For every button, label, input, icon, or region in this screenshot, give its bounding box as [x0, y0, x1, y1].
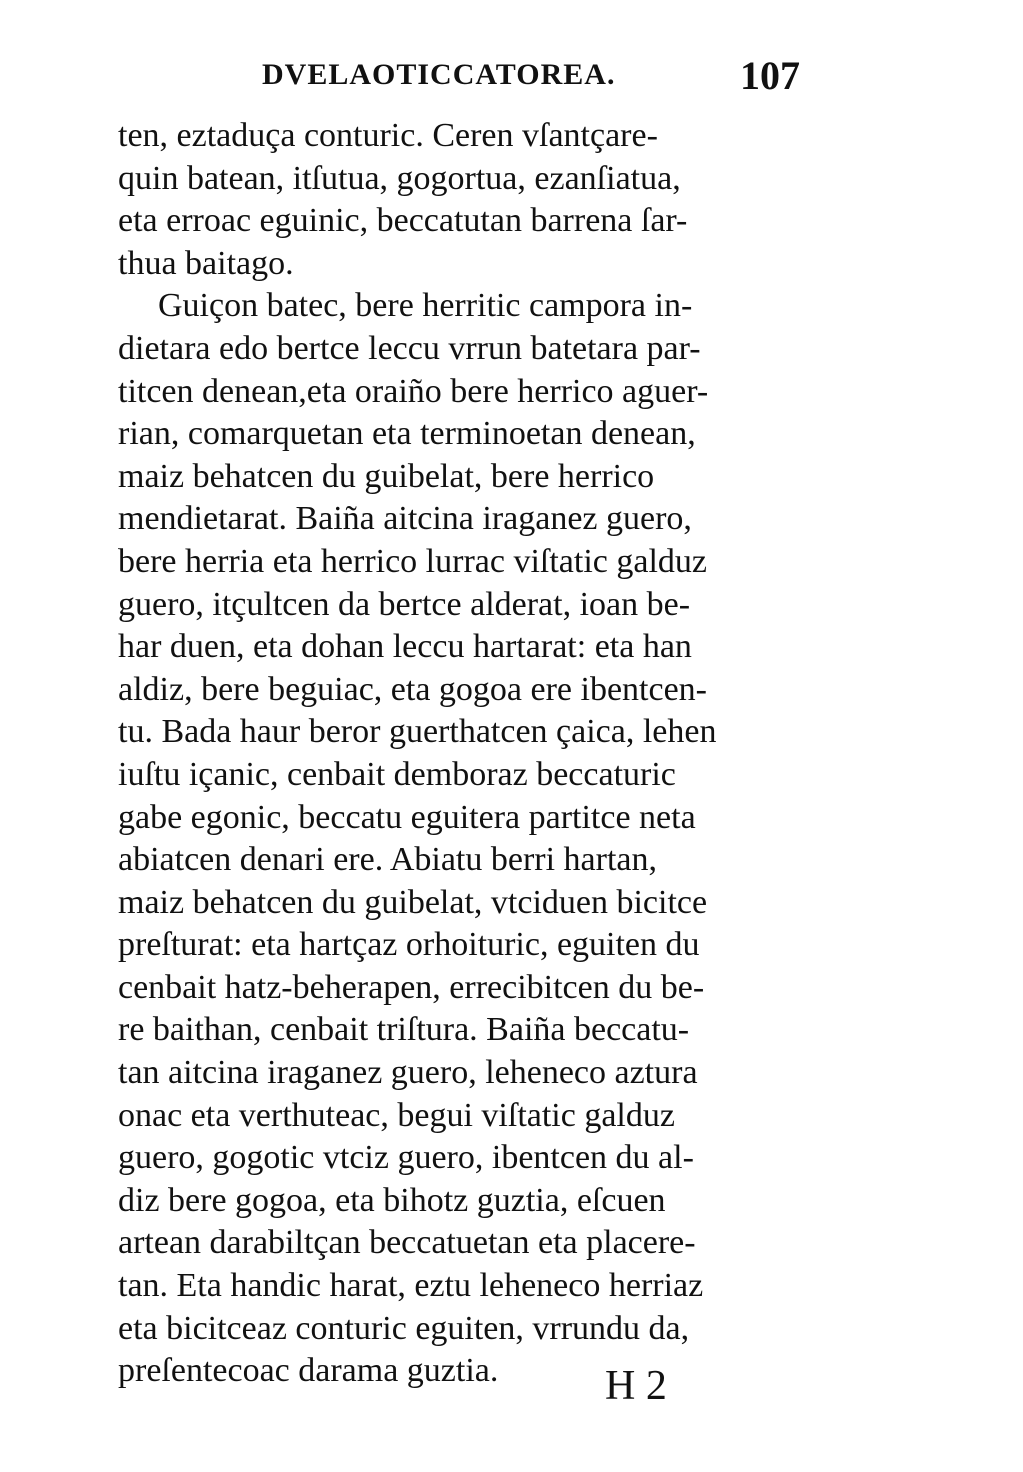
text-line: abiatcen denari ere. Abiatu berri hartan,: [118, 841, 658, 879]
text-line: aldiz, bere beguiac, eta gogoa ere ibentcen-: [118, 670, 708, 708]
text-line: onac eta verthuteac, begui viſtatic galduz: [118, 1096, 675, 1134]
paragraph-first-line: Guiçon batec, bere herritic campora in-: [158, 287, 693, 325]
text-line: diz bere gogoa, eta bihotz guztia, eſcuen: [118, 1181, 666, 1219]
running-title: DVELAOTICCATOREA.: [262, 58, 616, 91]
text-line: gabe egonic, beccatu eguitera partitce neta: [118, 798, 696, 836]
text-line: thua baitago.: [118, 244, 294, 282]
text-line: har duen, eta dohan leccu hartarat: eta han: [118, 628, 692, 666]
text-line: preſentecoac darama guztia.: [118, 1352, 499, 1390]
text-line: re baithan, cenbait triſtura. Baiña beccatu-: [118, 1011, 690, 1049]
text-line: eta erroac eguinic, beccatutan barrena ſar-: [118, 202, 688, 240]
signature-mark: H 2: [605, 1363, 667, 1409]
text-line: artean darabiltçan beccatuetan eta placere-: [118, 1224, 696, 1262]
text-line: tu. Bada haur beror guerthatcen çaica, lehen: [118, 713, 717, 751]
text-line: cenbait hatz-beherapen, errecibitcen du be-: [118, 968, 705, 1006]
text-line: maiz behatcen du guibelat, vtciduen bicitce: [118, 883, 708, 921]
text-line: iuſtu içanic, cenbait demboraz beccaturic: [118, 755, 676, 793]
text-line: tan aitcina iraganez guero, leheneco azturа: [118, 1054, 698, 1092]
page-number: 107: [740, 53, 800, 98]
text-line: tan. Eta handic harat, eztu leheneco herriaz: [118, 1267, 704, 1305]
text-line: rian, comarquetan eta terminoetan denean,: [118, 415, 696, 453]
text-line: maiz behatcen du guibelat, bere herrico: [118, 457, 655, 495]
text-line: dietara edo bertce leccu vrrun batetara par-: [118, 329, 701, 367]
running-head: [262, 52, 822, 102]
text-line: eta bicitceaz conturic eguiten, vrrundu da,: [118, 1309, 690, 1347]
text-line: bere herria eta herrico lurrac viſtatic galduz: [118, 542, 707, 580]
text-line: titcen denean,eta oraiño bere herrico aguer-: [118, 372, 709, 410]
text-line: guero, gogotic vtciz guero, ibentcen du al-: [118, 1139, 694, 1177]
text-line: preſturat: eta hartçaz orhoituric, eguiten du: [118, 926, 700, 964]
text-line: quin batean, itſutua, gogortua, ezanſiatua,: [118, 159, 681, 197]
body-text: [118, 115, 848, 1393]
text-line: ten, eztaduça conturic. Ceren vſantçare-: [118, 117, 658, 154]
text-line: mendietarat. Baiña aitcina iraganez guero,: [118, 500, 692, 538]
text-line: guero, itçultcen da bertce alderat, ioan be-: [118, 585, 691, 623]
